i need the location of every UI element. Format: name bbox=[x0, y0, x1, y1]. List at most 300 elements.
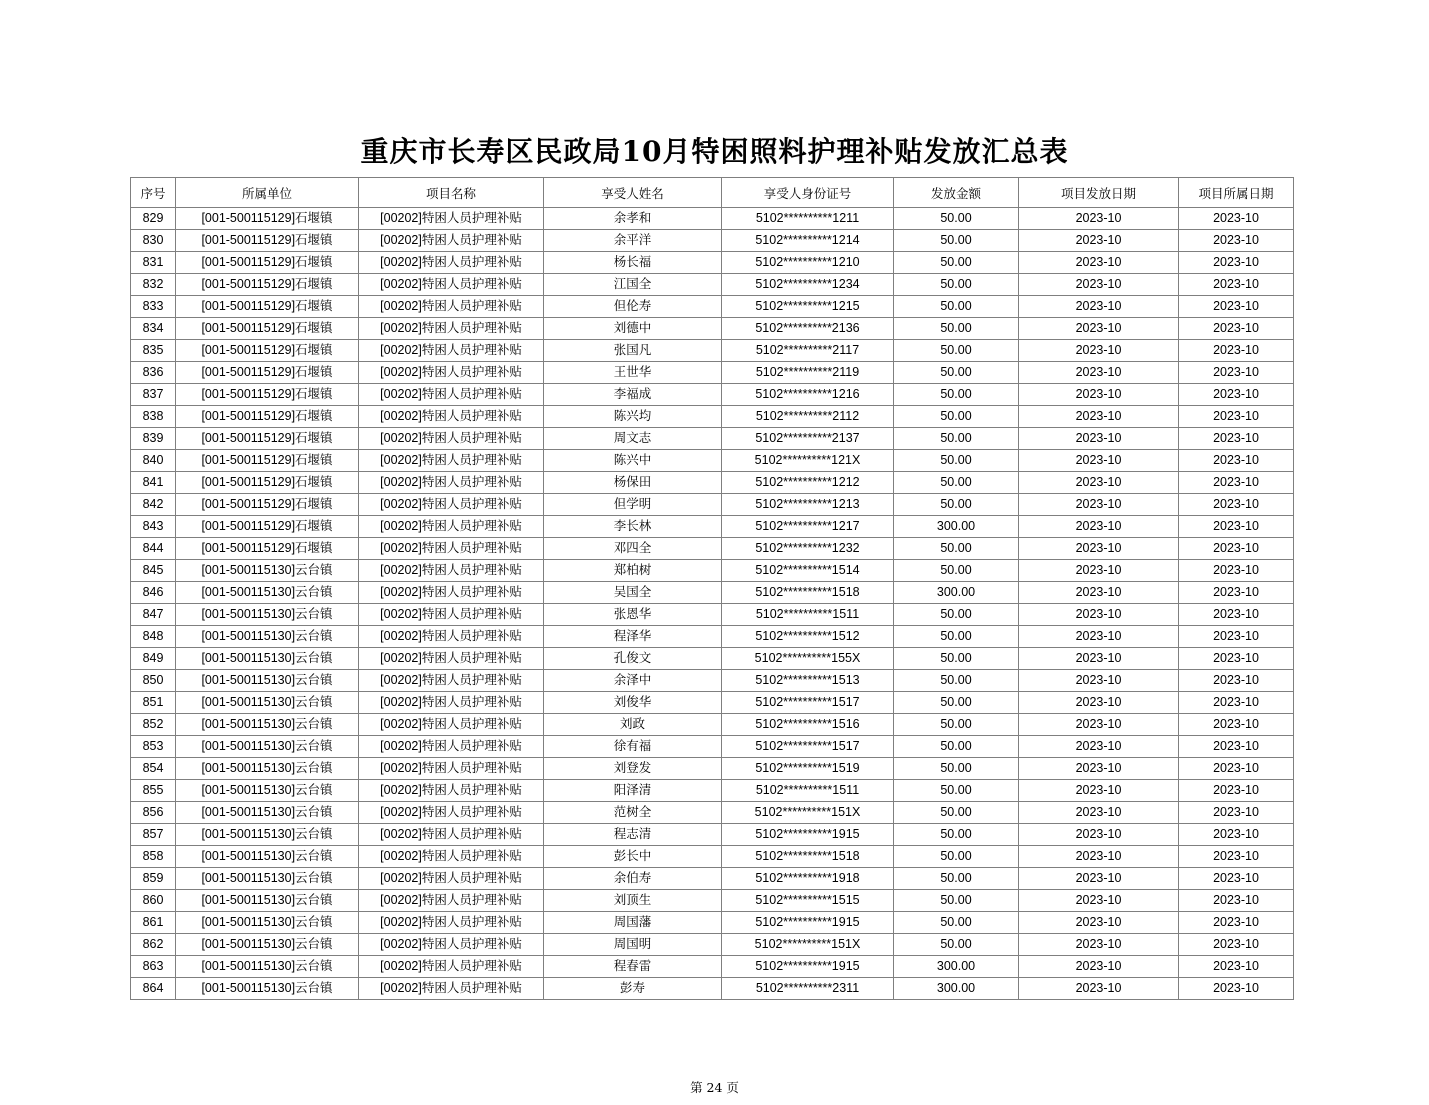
cell-period-date: 2023-10 bbox=[1179, 560, 1294, 582]
cell-id-number: 5102**********1512 bbox=[722, 626, 894, 648]
cell-issue-date: 2023-10 bbox=[1019, 978, 1179, 1000]
cell-issue-date: 2023-10 bbox=[1019, 428, 1179, 450]
cell-id-number: 5102**********1915 bbox=[722, 956, 894, 978]
cell-index: 831 bbox=[131, 252, 176, 274]
cell-period-date: 2023-10 bbox=[1179, 494, 1294, 516]
cell-name: 吴国全 bbox=[544, 582, 722, 604]
cell-project: [00202]特困人员护理补贴 bbox=[359, 296, 544, 318]
cell-project: [00202]特困人员护理补贴 bbox=[359, 516, 544, 538]
cell-period-date: 2023-10 bbox=[1179, 230, 1294, 252]
cell-id-number: 5102**********121X bbox=[722, 450, 894, 472]
cell-name: 刘德中 bbox=[544, 318, 722, 340]
cell-issue-date: 2023-10 bbox=[1019, 494, 1179, 516]
cell-amount: 50.00 bbox=[894, 252, 1019, 274]
cell-project: [00202]特困人员护理补贴 bbox=[359, 670, 544, 692]
cell-index: 837 bbox=[131, 384, 176, 406]
cell-issue-date: 2023-10 bbox=[1019, 780, 1179, 802]
cell-id-number: 5102**********1516 bbox=[722, 714, 894, 736]
cell-issue-date: 2023-10 bbox=[1019, 802, 1179, 824]
table-row bbox=[131, 516, 1294, 538]
cell-project: [00202]特困人员护理补贴 bbox=[359, 450, 544, 472]
cell-name: 程春雷 bbox=[544, 956, 722, 978]
cell-name: 程泽华 bbox=[544, 626, 722, 648]
cell-index: 848 bbox=[131, 626, 176, 648]
column-header-project: 项目名称 bbox=[359, 178, 544, 208]
cell-project: [00202]特困人员护理补贴 bbox=[359, 340, 544, 362]
cell-issue-date: 2023-10 bbox=[1019, 846, 1179, 868]
cell-amount: 50.00 bbox=[894, 450, 1019, 472]
cell-project: [00202]特困人员护理补贴 bbox=[359, 714, 544, 736]
table-row bbox=[131, 670, 1294, 692]
cell-period-date: 2023-10 bbox=[1179, 692, 1294, 714]
cell-name: 阳泽清 bbox=[544, 780, 722, 802]
cell-name: 陈兴均 bbox=[544, 406, 722, 428]
cell-issue-date: 2023-10 bbox=[1019, 296, 1179, 318]
cell-amount: 50.00 bbox=[894, 384, 1019, 406]
table-row bbox=[131, 736, 1294, 758]
table-row bbox=[131, 912, 1294, 934]
table-row bbox=[131, 868, 1294, 890]
cell-amount: 50.00 bbox=[894, 318, 1019, 340]
table-row bbox=[131, 274, 1294, 296]
cell-period-date: 2023-10 bbox=[1179, 780, 1294, 802]
cell-id-number: 5102**********151X bbox=[722, 934, 894, 956]
cell-unit: [001-500115129]石堰镇 bbox=[176, 252, 359, 274]
cell-amount: 300.00 bbox=[894, 978, 1019, 1000]
table-row bbox=[131, 934, 1294, 956]
cell-project: [00202]特困人员护理补贴 bbox=[359, 318, 544, 340]
table-row bbox=[131, 384, 1294, 406]
cell-project: [00202]特困人员护理补贴 bbox=[359, 846, 544, 868]
cell-amount: 50.00 bbox=[894, 538, 1019, 560]
cell-id-number: 5102**********2136 bbox=[722, 318, 894, 340]
table-row bbox=[131, 648, 1294, 670]
table-row bbox=[131, 428, 1294, 450]
cell-index: 836 bbox=[131, 362, 176, 384]
cell-project: [00202]特困人员护理补贴 bbox=[359, 384, 544, 406]
cell-period-date: 2023-10 bbox=[1179, 538, 1294, 560]
cell-unit: [001-500115130]云台镇 bbox=[176, 824, 359, 846]
cell-issue-date: 2023-10 bbox=[1019, 692, 1179, 714]
cell-id-number: 5102**********2137 bbox=[722, 428, 894, 450]
cell-index: 864 bbox=[131, 978, 176, 1000]
column-header-index: 序号 bbox=[131, 178, 176, 208]
cell-index: 862 bbox=[131, 934, 176, 956]
cell-amount: 50.00 bbox=[894, 802, 1019, 824]
cell-project: [00202]特困人员护理补贴 bbox=[359, 406, 544, 428]
cell-index: 853 bbox=[131, 736, 176, 758]
cell-amount: 300.00 bbox=[894, 516, 1019, 538]
table-row bbox=[131, 978, 1294, 1000]
cell-unit: [001-500115129]石堰镇 bbox=[176, 318, 359, 340]
cell-period-date: 2023-10 bbox=[1179, 736, 1294, 758]
cell-unit: [001-500115129]石堰镇 bbox=[176, 274, 359, 296]
cell-name: 彭寿 bbox=[544, 978, 722, 1000]
cell-issue-date: 2023-10 bbox=[1019, 384, 1179, 406]
cell-issue-date: 2023-10 bbox=[1019, 252, 1179, 274]
table-row bbox=[131, 692, 1294, 714]
cell-period-date: 2023-10 bbox=[1179, 868, 1294, 890]
cell-name: 王世华 bbox=[544, 362, 722, 384]
cell-unit: [001-500115130]云台镇 bbox=[176, 868, 359, 890]
table-row bbox=[131, 626, 1294, 648]
cell-amount: 50.00 bbox=[894, 296, 1019, 318]
cell-id-number: 5102**********1515 bbox=[722, 890, 894, 912]
cell-id-number: 5102**********1518 bbox=[722, 846, 894, 868]
cell-index: 844 bbox=[131, 538, 176, 560]
table-row bbox=[131, 560, 1294, 582]
cell-issue-date: 2023-10 bbox=[1019, 582, 1179, 604]
cell-period-date: 2023-10 bbox=[1179, 802, 1294, 824]
cell-unit: [001-500115129]石堰镇 bbox=[176, 450, 359, 472]
cell-unit: [001-500115129]石堰镇 bbox=[176, 516, 359, 538]
cell-id-number: 5102**********1215 bbox=[722, 296, 894, 318]
cell-name: 江国全 bbox=[544, 274, 722, 296]
cell-unit: [001-500115129]石堰镇 bbox=[176, 494, 359, 516]
cell-index: 843 bbox=[131, 516, 176, 538]
cell-id-number: 5102**********155X bbox=[722, 648, 894, 670]
cell-unit: [001-500115129]石堰镇 bbox=[176, 296, 359, 318]
cell-project: [00202]特困人员护理补贴 bbox=[359, 626, 544, 648]
cell-project: [00202]特困人员护理补贴 bbox=[359, 494, 544, 516]
cell-issue-date: 2023-10 bbox=[1019, 956, 1179, 978]
column-header-amount: 发放金额 bbox=[894, 178, 1019, 208]
cell-project: [00202]特困人员护理补贴 bbox=[359, 648, 544, 670]
column-header-name: 享受人姓名 bbox=[544, 178, 722, 208]
cell-unit: [001-500115130]云台镇 bbox=[176, 736, 359, 758]
cell-unit: [001-500115130]云台镇 bbox=[176, 714, 359, 736]
cell-period-date: 2023-10 bbox=[1179, 472, 1294, 494]
cell-index: 851 bbox=[131, 692, 176, 714]
cell-project: [00202]特困人员护理补贴 bbox=[359, 912, 544, 934]
cell-name: 程志清 bbox=[544, 824, 722, 846]
cell-project: [00202]特困人员护理补贴 bbox=[359, 428, 544, 450]
cell-index: 855 bbox=[131, 780, 176, 802]
cell-issue-date: 2023-10 bbox=[1019, 560, 1179, 582]
cell-period-date: 2023-10 bbox=[1179, 824, 1294, 846]
cell-period-date: 2023-10 bbox=[1179, 428, 1294, 450]
cell-index: 847 bbox=[131, 604, 176, 626]
cell-amount: 50.00 bbox=[894, 362, 1019, 384]
cell-index: 861 bbox=[131, 912, 176, 934]
cell-name: 但伦寿 bbox=[544, 296, 722, 318]
cell-issue-date: 2023-10 bbox=[1019, 648, 1179, 670]
cell-amount: 50.00 bbox=[894, 494, 1019, 516]
cell-id-number: 5102**********1210 bbox=[722, 252, 894, 274]
cell-unit: [001-500115130]云台镇 bbox=[176, 692, 359, 714]
cell-period-date: 2023-10 bbox=[1179, 516, 1294, 538]
cell-name: 杨保田 bbox=[544, 472, 722, 494]
cell-unit: [001-500115130]云台镇 bbox=[176, 670, 359, 692]
cell-index: 856 bbox=[131, 802, 176, 824]
cell-id-number: 5102**********1915 bbox=[722, 912, 894, 934]
cell-id-number: 5102**********1213 bbox=[722, 494, 894, 516]
table-row bbox=[131, 956, 1294, 978]
cell-index: 839 bbox=[131, 428, 176, 450]
cell-id-number: 5102**********1214 bbox=[722, 230, 894, 252]
cell-issue-date: 2023-10 bbox=[1019, 912, 1179, 934]
cell-project: [00202]特困人员护理补贴 bbox=[359, 362, 544, 384]
column-header-period-date: 项目所属日期 bbox=[1179, 178, 1294, 208]
cell-id-number: 5102**********1212 bbox=[722, 472, 894, 494]
cell-amount: 50.00 bbox=[894, 912, 1019, 934]
cell-period-date: 2023-10 bbox=[1179, 626, 1294, 648]
cell-unit: [001-500115129]石堰镇 bbox=[176, 362, 359, 384]
cell-project: [00202]特困人员护理补贴 bbox=[359, 824, 544, 846]
cell-project: [00202]特困人员护理补贴 bbox=[359, 868, 544, 890]
cell-index: 840 bbox=[131, 450, 176, 472]
cell-issue-date: 2023-10 bbox=[1019, 208, 1179, 230]
table-header-row bbox=[131, 178, 1294, 208]
cell-period-date: 2023-10 bbox=[1179, 252, 1294, 274]
cell-issue-date: 2023-10 bbox=[1019, 516, 1179, 538]
cell-unit: [001-500115130]云台镇 bbox=[176, 978, 359, 1000]
cell-issue-date: 2023-10 bbox=[1019, 406, 1179, 428]
table-row bbox=[131, 846, 1294, 868]
cell-project: [00202]特困人员护理补贴 bbox=[359, 582, 544, 604]
cell-project: [00202]特困人员护理补贴 bbox=[359, 956, 544, 978]
cell-id-number: 5102**********1518 bbox=[722, 582, 894, 604]
cell-project: [00202]特困人员护理补贴 bbox=[359, 780, 544, 802]
cell-name: 范树全 bbox=[544, 802, 722, 824]
cell-index: 838 bbox=[131, 406, 176, 428]
cell-index: 832 bbox=[131, 274, 176, 296]
cell-unit: [001-500115130]云台镇 bbox=[176, 956, 359, 978]
cell-index: 841 bbox=[131, 472, 176, 494]
column-header-id-number: 享受人身份证号 bbox=[722, 178, 894, 208]
cell-name: 刘政 bbox=[544, 714, 722, 736]
cell-unit: [001-500115129]石堰镇 bbox=[176, 340, 359, 362]
cell-id-number: 5102**********1217 bbox=[722, 516, 894, 538]
cell-name: 李福成 bbox=[544, 384, 722, 406]
cell-period-date: 2023-10 bbox=[1179, 274, 1294, 296]
cell-id-number: 5102**********1511 bbox=[722, 780, 894, 802]
cell-name: 杨长福 bbox=[544, 252, 722, 274]
cell-period-date: 2023-10 bbox=[1179, 934, 1294, 956]
cell-id-number: 5102**********1211 bbox=[722, 208, 894, 230]
cell-id-number: 5102**********1232 bbox=[722, 538, 894, 560]
cell-name: 张恩华 bbox=[544, 604, 722, 626]
cell-project: [00202]特困人员护理补贴 bbox=[359, 604, 544, 626]
cell-period-date: 2023-10 bbox=[1179, 208, 1294, 230]
cell-unit: [001-500115130]云台镇 bbox=[176, 560, 359, 582]
table-row bbox=[131, 494, 1294, 516]
cell-period-date: 2023-10 bbox=[1179, 648, 1294, 670]
cell-id-number: 5102**********1915 bbox=[722, 824, 894, 846]
cell-issue-date: 2023-10 bbox=[1019, 362, 1179, 384]
cell-index: 860 bbox=[131, 890, 176, 912]
cell-period-date: 2023-10 bbox=[1179, 978, 1294, 1000]
table-row bbox=[131, 318, 1294, 340]
cell-amount: 50.00 bbox=[894, 560, 1019, 582]
cell-id-number: 5102**********1519 bbox=[722, 758, 894, 780]
cell-amount: 50.00 bbox=[894, 714, 1019, 736]
cell-project: [00202]特困人员护理补贴 bbox=[359, 890, 544, 912]
cell-name: 刘顶生 bbox=[544, 890, 722, 912]
cell-period-date: 2023-10 bbox=[1179, 670, 1294, 692]
cell-id-number: 5102**********151X bbox=[722, 802, 894, 824]
cell-index: 849 bbox=[131, 648, 176, 670]
cell-name: 徐有福 bbox=[544, 736, 722, 758]
cell-id-number: 5102**********1234 bbox=[722, 274, 894, 296]
cell-index: 829 bbox=[131, 208, 176, 230]
cell-amount: 50.00 bbox=[894, 758, 1019, 780]
cell-project: [00202]特困人员护理补贴 bbox=[359, 472, 544, 494]
cell-unit: [001-500115130]云台镇 bbox=[176, 802, 359, 824]
cell-amount: 50.00 bbox=[894, 604, 1019, 626]
cell-amount: 50.00 bbox=[894, 846, 1019, 868]
cell-period-date: 2023-10 bbox=[1179, 758, 1294, 780]
cell-name: 刘俊华 bbox=[544, 692, 722, 714]
cell-issue-date: 2023-10 bbox=[1019, 538, 1179, 560]
cell-period-date: 2023-10 bbox=[1179, 450, 1294, 472]
cell-issue-date: 2023-10 bbox=[1019, 274, 1179, 296]
table-row bbox=[131, 450, 1294, 472]
cell-issue-date: 2023-10 bbox=[1019, 318, 1179, 340]
cell-amount: 50.00 bbox=[894, 230, 1019, 252]
cell-name: 余平洋 bbox=[544, 230, 722, 252]
cell-id-number: 5102**********1511 bbox=[722, 604, 894, 626]
cell-name: 陈兴中 bbox=[544, 450, 722, 472]
cell-project: [00202]特困人员护理补贴 bbox=[359, 538, 544, 560]
cell-period-date: 2023-10 bbox=[1179, 384, 1294, 406]
table-row bbox=[131, 604, 1294, 626]
cell-amount: 50.00 bbox=[894, 934, 1019, 956]
cell-name: 周国藩 bbox=[544, 912, 722, 934]
table-row bbox=[131, 582, 1294, 604]
table-row bbox=[131, 296, 1294, 318]
cell-name: 余泽中 bbox=[544, 670, 722, 692]
cell-issue-date: 2023-10 bbox=[1019, 868, 1179, 890]
cell-unit: [001-500115130]云台镇 bbox=[176, 626, 359, 648]
cell-period-date: 2023-10 bbox=[1179, 340, 1294, 362]
cell-period-date: 2023-10 bbox=[1179, 956, 1294, 978]
cell-issue-date: 2023-10 bbox=[1019, 934, 1179, 956]
table-body bbox=[131, 208, 1294, 1000]
cell-amount: 300.00 bbox=[894, 956, 1019, 978]
cell-issue-date: 2023-10 bbox=[1019, 758, 1179, 780]
cell-issue-date: 2023-10 bbox=[1019, 604, 1179, 626]
cell-name: 余孝和 bbox=[544, 208, 722, 230]
table-row bbox=[131, 340, 1294, 362]
cell-unit: [001-500115130]云台镇 bbox=[176, 890, 359, 912]
cell-period-date: 2023-10 bbox=[1179, 318, 1294, 340]
cell-issue-date: 2023-10 bbox=[1019, 450, 1179, 472]
cell-index: 857 bbox=[131, 824, 176, 846]
table-row bbox=[131, 538, 1294, 560]
cell-project: [00202]特困人员护理补贴 bbox=[359, 934, 544, 956]
cell-amount: 50.00 bbox=[894, 340, 1019, 362]
cell-issue-date: 2023-10 bbox=[1019, 472, 1179, 494]
cell-unit: [001-500115130]云台镇 bbox=[176, 648, 359, 670]
cell-project: [00202]特困人员护理补贴 bbox=[359, 736, 544, 758]
cell-issue-date: 2023-10 bbox=[1019, 890, 1179, 912]
cell-name: 彭长中 bbox=[544, 846, 722, 868]
table-row bbox=[131, 406, 1294, 428]
cell-index: 858 bbox=[131, 846, 176, 868]
cell-unit: [001-500115130]云台镇 bbox=[176, 758, 359, 780]
cell-id-number: 5102**********2112 bbox=[722, 406, 894, 428]
column-header-unit: 所属单位 bbox=[176, 178, 359, 208]
cell-name: 余伯寿 bbox=[544, 868, 722, 890]
cell-project: [00202]特困人员护理补贴 bbox=[359, 692, 544, 714]
cell-project: [00202]特困人员护理补贴 bbox=[359, 802, 544, 824]
cell-amount: 50.00 bbox=[894, 692, 1019, 714]
cell-id-number: 5102**********1216 bbox=[722, 384, 894, 406]
cell-project: [00202]特困人员护理补贴 bbox=[359, 560, 544, 582]
cell-unit: [001-500115130]云台镇 bbox=[176, 912, 359, 934]
cell-unit: [001-500115129]石堰镇 bbox=[176, 472, 359, 494]
table-row bbox=[131, 758, 1294, 780]
table-row bbox=[131, 252, 1294, 274]
cell-amount: 50.00 bbox=[894, 626, 1019, 648]
cell-index: 845 bbox=[131, 560, 176, 582]
cell-period-date: 2023-10 bbox=[1179, 406, 1294, 428]
cell-issue-date: 2023-10 bbox=[1019, 736, 1179, 758]
cell-issue-date: 2023-10 bbox=[1019, 626, 1179, 648]
cell-index: 863 bbox=[131, 956, 176, 978]
cell-name: 郑柏树 bbox=[544, 560, 722, 582]
cell-index: 859 bbox=[131, 868, 176, 890]
cell-id-number: 5102**********2117 bbox=[722, 340, 894, 362]
cell-index: 830 bbox=[131, 230, 176, 252]
cell-amount: 50.00 bbox=[894, 736, 1019, 758]
cell-amount: 50.00 bbox=[894, 890, 1019, 912]
cell-id-number: 5102**********1513 bbox=[722, 670, 894, 692]
cell-unit: [001-500115130]云台镇 bbox=[176, 780, 359, 802]
cell-id-number: 5102**********1514 bbox=[722, 560, 894, 582]
cell-unit: [001-500115130]云台镇 bbox=[176, 582, 359, 604]
table-row bbox=[131, 802, 1294, 824]
cell-issue-date: 2023-10 bbox=[1019, 670, 1179, 692]
cell-period-date: 2023-10 bbox=[1179, 362, 1294, 384]
cell-amount: 50.00 bbox=[894, 670, 1019, 692]
cell-amount: 50.00 bbox=[894, 648, 1019, 670]
cell-index: 850 bbox=[131, 670, 176, 692]
table-row bbox=[131, 230, 1294, 252]
cell-unit: [001-500115129]石堰镇 bbox=[176, 384, 359, 406]
cell-index: 834 bbox=[131, 318, 176, 340]
cell-period-date: 2023-10 bbox=[1179, 846, 1294, 868]
cell-amount: 50.00 bbox=[894, 406, 1019, 428]
cell-issue-date: 2023-10 bbox=[1019, 824, 1179, 846]
cell-unit: [001-500115130]云台镇 bbox=[176, 846, 359, 868]
cell-name: 刘登发 bbox=[544, 758, 722, 780]
table-row bbox=[131, 472, 1294, 494]
cell-project: [00202]特困人员护理补贴 bbox=[359, 978, 544, 1000]
cell-unit: [001-500115129]石堰镇 bbox=[176, 406, 359, 428]
cell-unit: [001-500115129]石堰镇 bbox=[176, 230, 359, 252]
cell-period-date: 2023-10 bbox=[1179, 912, 1294, 934]
cell-unit: [001-500115130]云台镇 bbox=[176, 934, 359, 956]
cell-id-number: 5102**********1517 bbox=[722, 736, 894, 758]
table-row bbox=[131, 362, 1294, 384]
cell-name: 孔俊文 bbox=[544, 648, 722, 670]
table-row bbox=[131, 714, 1294, 736]
cell-id-number: 5102**********2311 bbox=[722, 978, 894, 1000]
cell-name: 张国凡 bbox=[544, 340, 722, 362]
cell-name: 周国明 bbox=[544, 934, 722, 956]
cell-amount: 50.00 bbox=[894, 428, 1019, 450]
page-number: 第 24 页 bbox=[690, 1080, 739, 1095]
column-header-issue-date: 项目发放日期 bbox=[1019, 178, 1179, 208]
table-row bbox=[131, 890, 1294, 912]
cell-unit: [001-500115129]石堰镇 bbox=[176, 428, 359, 450]
cell-issue-date: 2023-10 bbox=[1019, 230, 1179, 252]
cell-period-date: 2023-10 bbox=[1179, 890, 1294, 912]
cell-index: 852 bbox=[131, 714, 176, 736]
cell-project: [00202]特困人员护理补贴 bbox=[359, 758, 544, 780]
